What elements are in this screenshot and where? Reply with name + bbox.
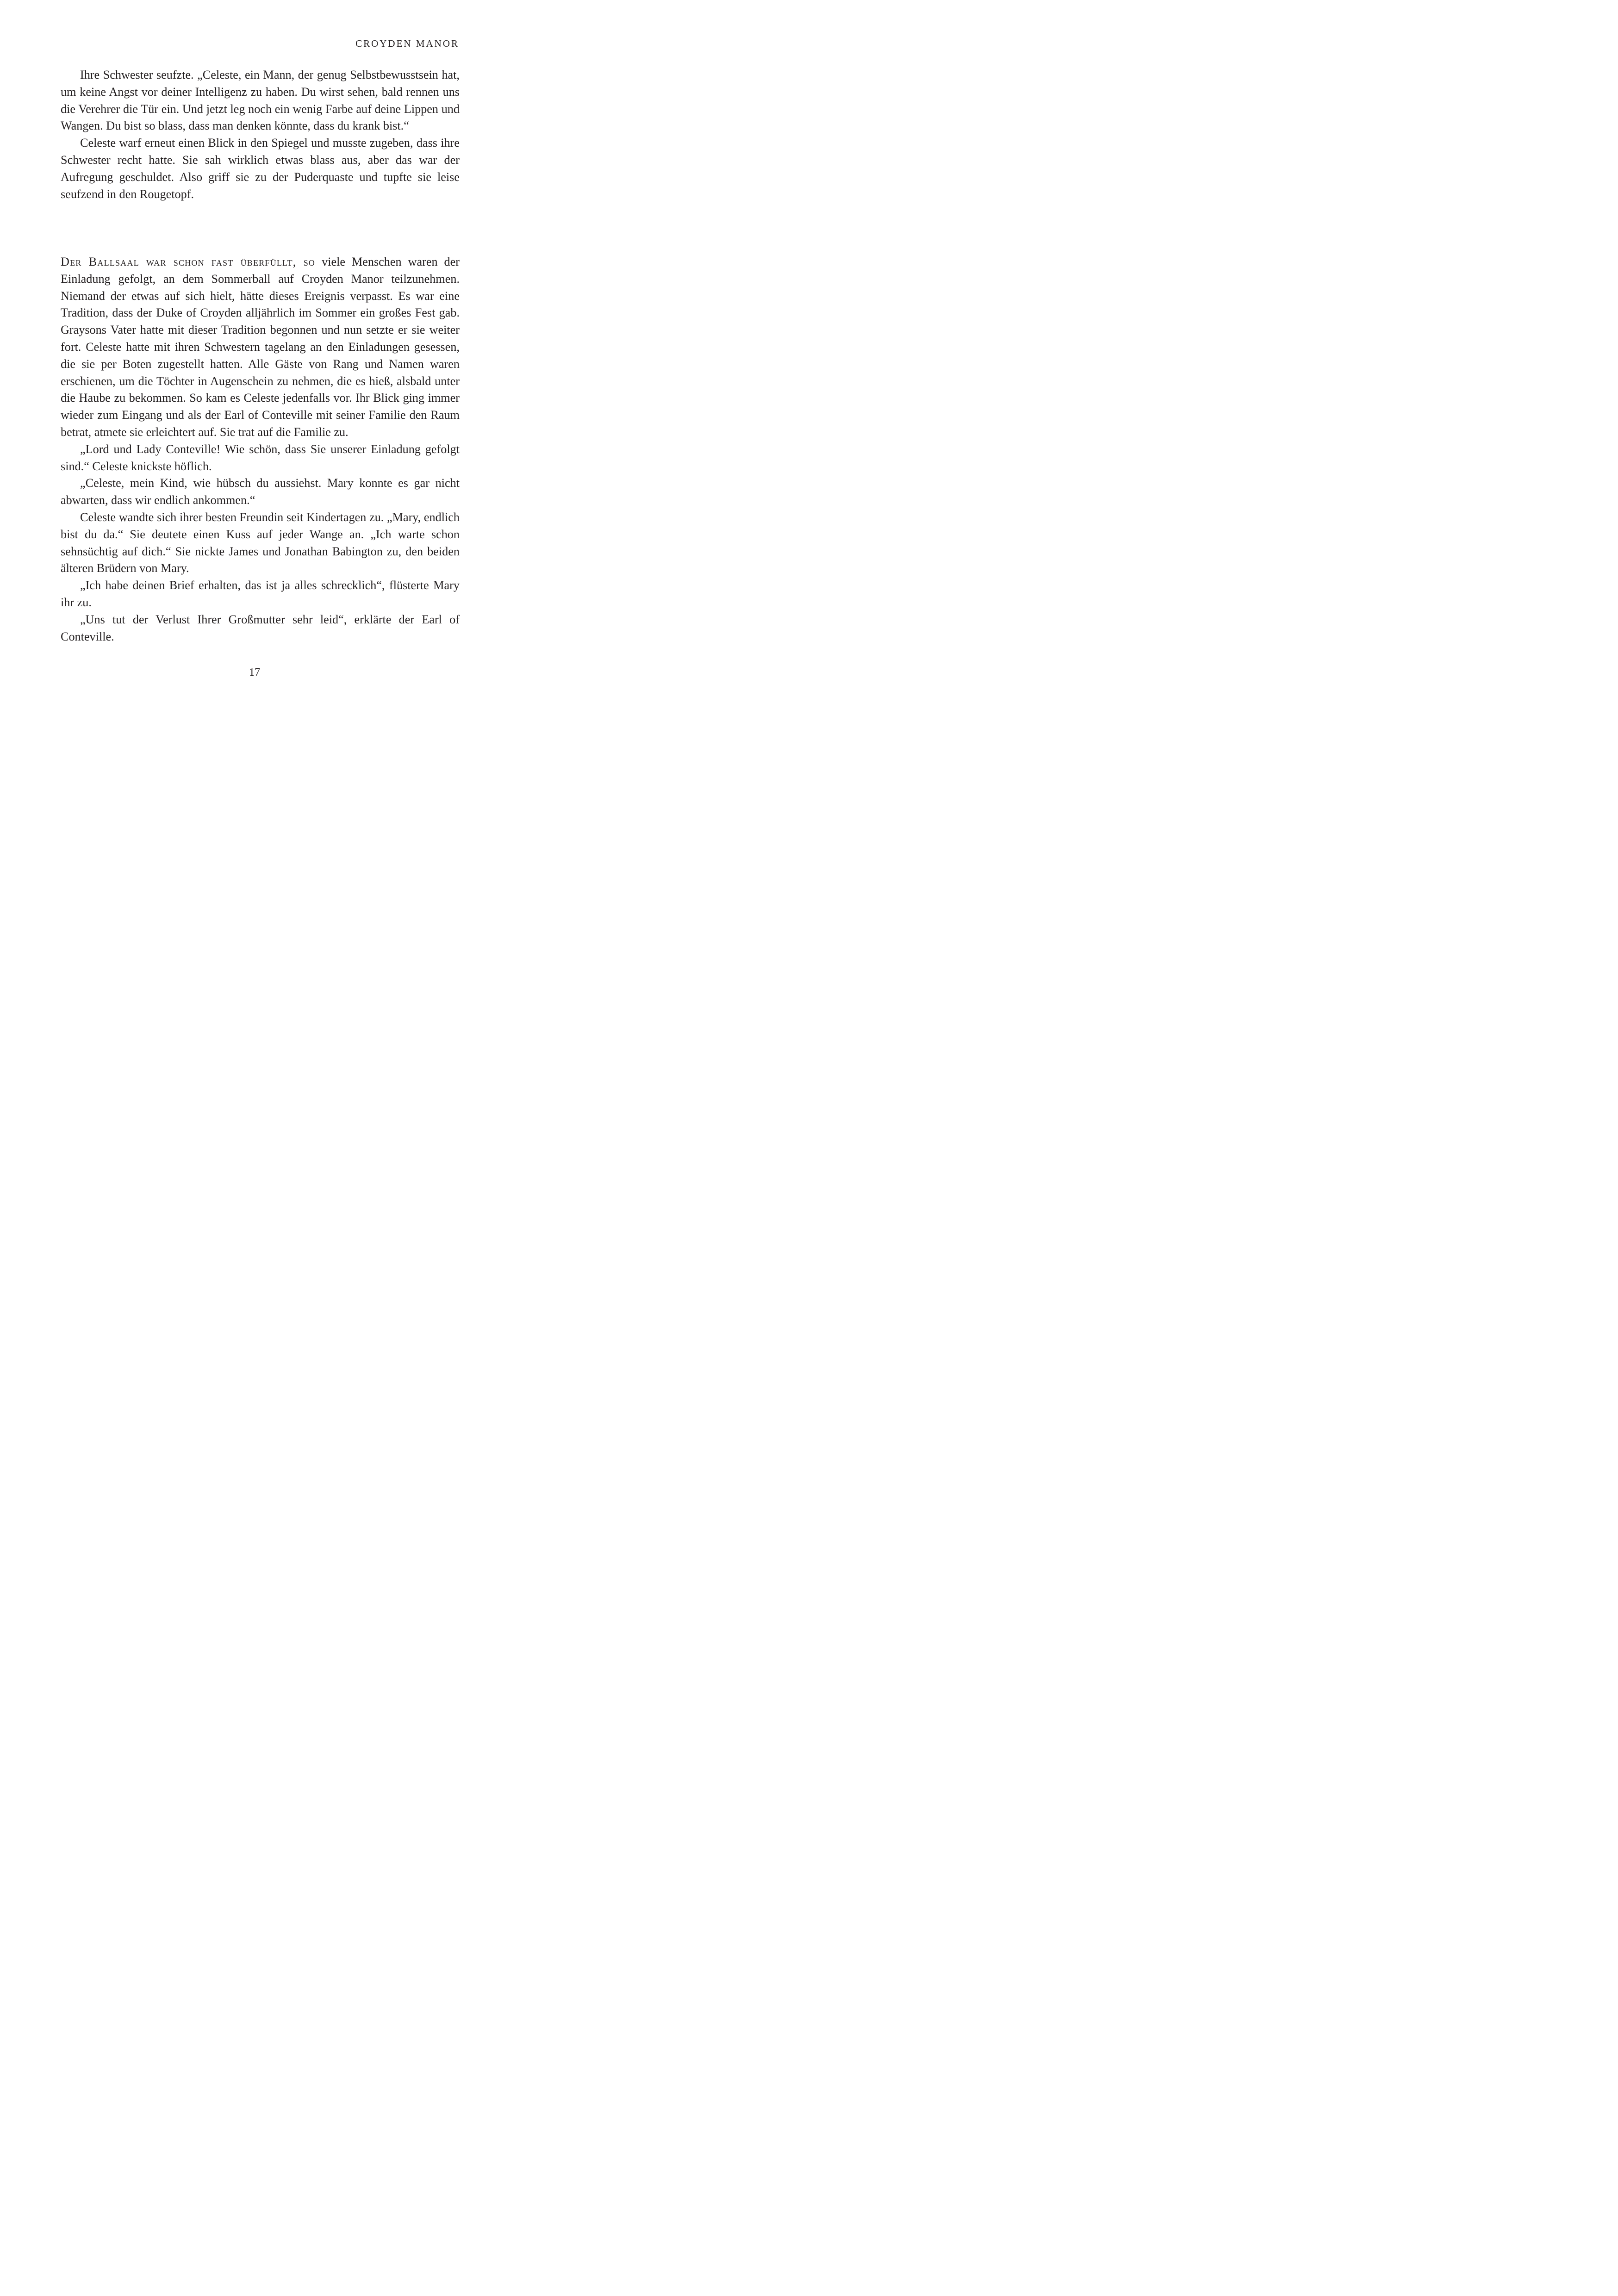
section-two — [61, 254, 460, 645]
paragraph: „Lord und Lady Conteville! Wie schön, dass Sie unserer Einladung gefolgt sind.“ Celeste knickste höflich. — [61, 442, 460, 473]
small-caps-lead-in: Der Ballsaal war schon fast überfüllt, so — [61, 255, 316, 268]
running-header: CROYDEN MANOR — [355, 38, 459, 49]
paragraph: Ihre Schwester seufzte. „Celeste, ein Mann, der genug Selbstbewusstsein hat, um keine Angst vor deiner Intelligenz zu haben. Du wirst sehen, bald rennen uns die Verehrer die Tür ein. Und jetzt leg noch ein wenig Farbe auf deine Lippen und Wangen. Du bist so blass, dass man denken könnte, dass du krank bist.“ — [61, 68, 460, 133]
paragraph: „Celeste, mein Kind, wie hübsch du aussiehst. Mary konnte es gar nicht abwarten, dass wir endlich ankommen.“ — [61, 476, 460, 507]
section-opening-paragraph — [61, 254, 460, 441]
paragraph: Celeste wandte sich ihrer besten Freundin seit Kindertagen zu. „Mary, endlich bist du da.“ Sie deutete einen Kuss auf jeder Wange an. „Ich warte schon sehnsüchtig auf dich.“ Sie nickte James und Jonathan Babington zu, den beiden älteren Brüdern von Mary. — [61, 510, 460, 575]
page-number: 17 — [249, 666, 260, 678]
paragraph: „Uns tut der Verlust Ihrer Großmutter sehr leid“, erklärte der Earl of Conteville. — [61, 612, 460, 643]
paragraph: Celeste warf erneut einen Blick in den Spiegel und musste zugeben, dass ihre Schwester recht hatte. Sie sah wirklich etwas blass aus, aber das war der Aufregung geschuldet. Also griff sie zu der Puderquaste und tupfte sie leise seufzend in den Rougetopf. — [61, 136, 460, 201]
paragraph: „Ich habe deinen Brief erhalten, das ist ja alles schrecklich“, flüsterte Mary ihr zu. — [61, 579, 460, 609]
section-one — [61, 67, 460, 203]
opening-paragraph-text: viele Menschen waren der Einladung gefolgt, an dem Sommerball auf Croyden Manor teilzunehmen. Niemand der etwas auf sich hielt, hätte dieses Ereignis verpasst. Es war eine Tradition, dass der Duke of Croyden alljährlich im Sommer ein großes Fest gab. Graysons Vater hatte mit dieser Tradition begonnen und nun setzte er sie weiter fort. Celeste hatte mit ihren Schwestern tagelang an den Einladungen gesessen, die sie per Boten zugestellt hatten. Alle Gäste von Rang und Namen waren erschienen, um die Töchter in Augenschein zu nehmen, die es hieß, alsbald unter die Haube zu bekommen. So kam es Celeste jedenfalls vor. Ihr Blick ging immer wieder zum Eingang und als der Earl of Conteville mit seiner Familie den Raum betrat, atmete sie erleichtert auf. Sie trat auf die Familie zu. — [61, 255, 460, 439]
book-page — [0, 0, 509, 722]
